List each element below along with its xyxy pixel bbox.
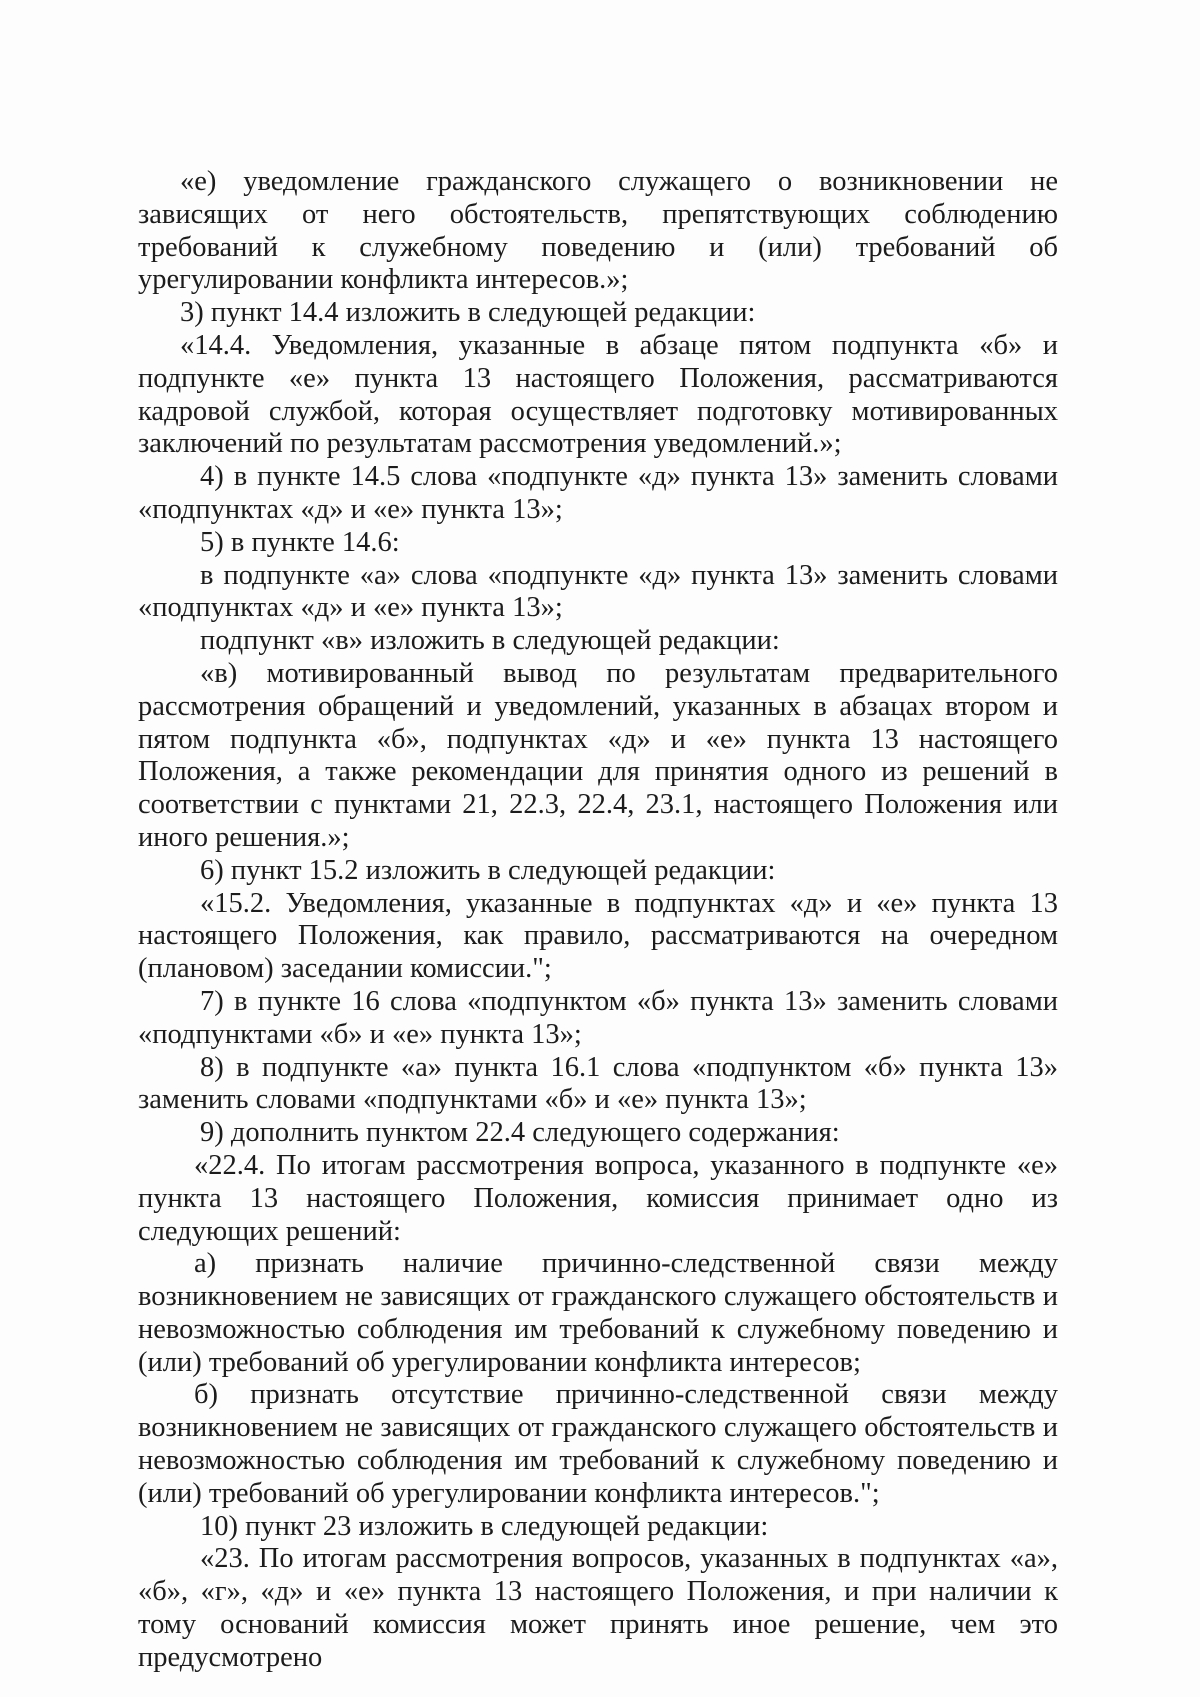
document-paragraph: 10) пункт 23 изложить в следующей редакции: [200, 1510, 769, 1542]
document-paragraph: подпункт «в» изложить в следующей редакции: [200, 625, 780, 657]
document-paragraph: в подпункте «а» слова «подпункте «д» пункта 13» заменить словами «подпунктах «д» и «е» пункта 13»; [138, 559, 1058, 624]
document-body [138, 166, 1058, 1675]
document-paragraph: «15.2. Уведомления, указанные в подпунктах «д» и «е» пункта 13 настоящего Положения, как правило, рассматриваются на очередном (плановом) заседании комиссии."; [138, 887, 1058, 985]
document-paragraph: 4) в пункте 14.5 слова «подпункте «д» пункта 13» заменить словами «подпунктах «д» и «е» пункта 13»; [138, 461, 1058, 525]
document-paragraph: «е) уведомление гражданского служащего о возникновении не зависящих от него обстоятельств, препятствующих соблюдению требований к служебному поведению и (или) требований об урегулировании конфликта интересов.»; [138, 166, 1058, 296]
document-paragraph: «22.4. По итогам рассмотрения вопроса, указанного в подпункте «е» пункта 13 настоящего Положения, комиссия принимает одно из следующих решений: [138, 1149, 1058, 1247]
document-paragraph: а) признать наличие причинно-следственной связи между возникновением не зависящих от гражданского служащего обстоятельств и невозможностью соблюдения им требований к служебному поведению и (или) требований об урегулировании конфликта интересов; [138, 1248, 1058, 1378]
document-paragraph: 9) дополнить пунктом 22.4 следующего содержания: [200, 1117, 840, 1149]
document-paragraph: «23. По итогам рассмотрения вопросов, указанных в подпунктах «а», «б», «г», «д» и «е» пункта 13 настоящего Положения, и при наличии к тому оснований комиссия может принять иное решение, чем это предусмотрено [138, 1543, 1058, 1673]
document-paragraph: «в) мотивированный вывод по результатам предварительного рассмотрения обращений и уведомлений, указанных в абзацах втором и пятом подпункта «б», подпунктах «д» и «е» пункта 13 настоящего Положения, а также рекомендации для принятия одного из решений в соответствии с пунктами 21, 22.3, 22.4, 23.1, настоящего Положения или иного решения.»; [138, 657, 1058, 853]
document-paragraph: 6) пункт 15.2 изложить в следующей редакции: [200, 854, 776, 886]
document-paragraph: 5) в пункте 14.6: [200, 526, 400, 558]
document-paragraph: 7) в пункте 16 слова «подпунктом «б» пункта 13» заменить словами «подпунктами «б» и «е» пункта 13»; [138, 985, 1058, 1050]
document-paragraph: б) признать отсутствие причинно-следственной связи между возникновением не зависящих от гражданского служащего обстоятельств и невозможностью соблюдения им требований к служебному поведению и (или) требований об урегулировании конфликта интересов."; [138, 1379, 1058, 1509]
document-paragraph: 8) в подпункте «а» пункта 16.1 слова «подпунктом «б» пункта 13» заменить словами «подпунктами «б» и «е» пункта 13»; [138, 1051, 1058, 1116]
document-paragraph: 3) пункт 14.4 изложить в следующей редакции: [180, 297, 756, 329]
document-paragraph: «14.4. Уведомления, указанные в абзаце пятом подпункта «б» и подпункте «е» пункта 13 настоящего Положения, рассматриваются кадровой службой, которая осуществляет подготовку мотивированных заключений по результатам рассмотрения уведомлений.»; [138, 329, 1058, 460]
